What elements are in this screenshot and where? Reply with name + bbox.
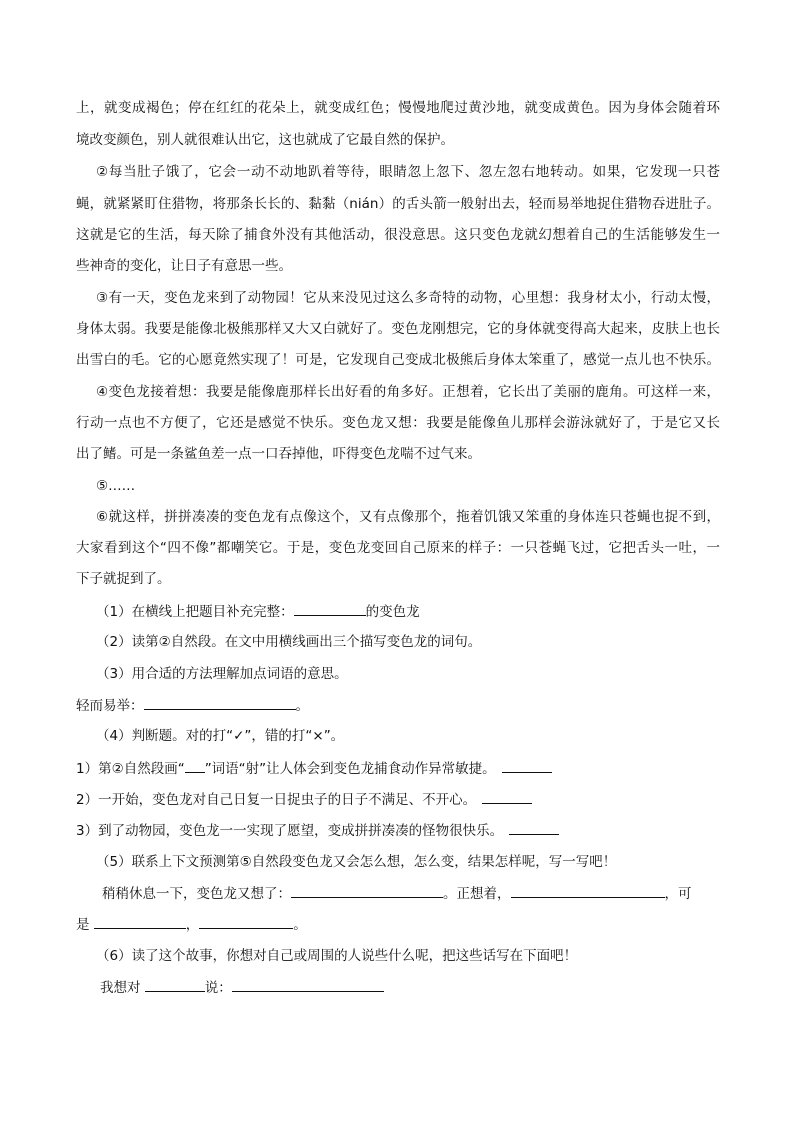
question-3-item [76,695,720,715]
paragraph-6-line: ⑥就这样，拼拼凑凑的变色龙有点像这个，又有点像那个，拖着饥饿又笨重的身体连只苍蝇也捉不到， [96,509,720,525]
judge-item-1 [76,758,720,778]
q6-text-a: 我想对 [100,980,141,996]
meaning-answer-blank[interactable] [144,695,296,710]
paragraph-4-line: 出了鳍。可是一条鲨鱼差一点一口吞掉他，吓得变色龙喘不过气来。 [76,446,481,462]
question-5-fill-line-2 [76,914,720,934]
story-line: 境改变颜色，别人就很难认出它，这也就成了它最自然的保护。 [76,132,454,148]
think-answer-blank[interactable] [291,883,443,898]
while-thinking-answer-blank[interactable] [511,883,665,898]
judge-item-1-text-a: 1）第②自然段画“ [76,761,185,777]
question-1-prompt: （1）在横线上把题目补充完整： [96,604,294,620]
question-4: （4）判断题。对的打“✓”，错的打“×”。 [96,728,345,744]
judge-item-2 [76,789,720,809]
q5-text-c: ，可 [664,886,692,902]
q5-text-b: 。正想着， [443,886,511,902]
result-answer-blank-1[interactable] [94,914,186,929]
title-answer-blank[interactable] [294,601,366,616]
q6-text-b: 说： [204,980,232,996]
recipient-answer-blank[interactable] [145,977,205,992]
q5-comma: ， [185,917,200,933]
judge-item-1-text-b: ”词语“射”让人体会到变色龙捕食动作异常敏捷。 [204,761,496,777]
q5-period: 。 [293,917,307,933]
judge-answer-blank-3[interactable] [509,820,559,835]
paragraph-5: ⑤…… [96,478,136,494]
paragraph-2-line: 蝇，就紧紧盯住猎物，将那条长长的、黏黏（nián）的舌头箭一般射出去，轻而易举地捉住猎物吞进肚子。 [76,196,720,212]
paragraph-4-line: 行动一点也不方便了，它还是感觉不快乐。变色龙又想：我要是能像鱼儿那样会游泳就好了，于是它又长 [76,415,720,431]
paragraph-2-line: 这就是它的生活，每天除了捕食外没有其他活动，很没意思。这只变色龙就幻想着自己的生活能够发生一 [76,227,720,243]
paragraph-2-line: 些神奇的变化，让日子有意思一些。 [76,258,292,274]
story-line: 上，就变成褐色；停在红红的花朵上，就变成红色；慢慢地爬过黄沙地，就变成黄色。因为身体会随着环 [76,100,720,116]
question-1-suffix: 的变色龙 [365,604,420,620]
paragraph-3-line: ③有一天，变色龙来到了动物园！它从来没见过这么多奇特的动物，心里想：我身材太小，行动太慢， [96,290,720,306]
q5-text-d: 是 [76,917,90,933]
question-6: （6）读了这个故事，你想对自己或周围的人说些什么呢，把这些话写在下面吧！ [96,948,578,964]
question-2: （2）读第②自然段。在文中用横线画出三个描写变色龙的词句。 [96,634,482,650]
question-5: （5）联系上下文预测第⑤自然段变色龙又会怎么想，怎么变，结果怎样呢，写一写吧！ [96,854,617,870]
vocab-word: 轻而易举： [76,698,144,714]
judge-item-3-text: 3）到了动物园，变色龙一一实现了愿望，变成拼拼凑凑的怪物很快乐。 [76,823,504,839]
paragraph-6-line: 下子就捉到了。 [76,571,171,587]
paragraph-3-line: 身体太弱。我要是能像北极熊那样又大又白就好了。变色龙刚想完，它的身体就变得高大起来，皮肤上也长 [76,321,720,337]
judge-answer-blank-2[interactable] [482,789,532,804]
judge-item-3 [76,820,720,840]
question-5-fill-line-1 [102,883,720,903]
judge-answer-blank-1[interactable] [502,758,552,773]
question-1 [96,601,720,621]
paragraph-3-line: 出雪白的毛。它的心愿竟然实现了！可是，它发现自己变成北极熊后身体太笨重了，感觉一点儿也不快乐。 [76,352,720,368]
question-6-fill-line [100,977,720,997]
result-answer-blank-2[interactable] [199,914,293,929]
question-3: （3）用合适的方法理解加点词语的意思。 [96,666,348,682]
paragraph-4-line: ④变色龙接着想：我要是能像鹿那样长出好看的角多好。正想着，它长出了美丽的鹿角。可这样一来， [96,384,720,400]
underline-sample [185,758,205,773]
q5-text-a: 稍稍休息一下，变色龙又想了： [102,886,291,902]
paragraph-2-line: ②每当肚子饿了，它会一动不动地趴着等待，眼睛忽上忽下、忽左忽右地转动。如果，它发现一只苍 [96,164,720,180]
message-answer-blank[interactable] [232,977,384,992]
period: 。 [295,698,309,714]
paragraph-6-line: 大家看到这个“四不像”都嘲笑它。于是，变色龙变回自己原来的样子：一只苍蝇飞过，它把舌头一吐，一 [76,540,720,556]
judge-item-2-text: 2）一开始，变色龙对自己日复一日捉虫子的日子不满足、不开心。 [76,792,477,808]
